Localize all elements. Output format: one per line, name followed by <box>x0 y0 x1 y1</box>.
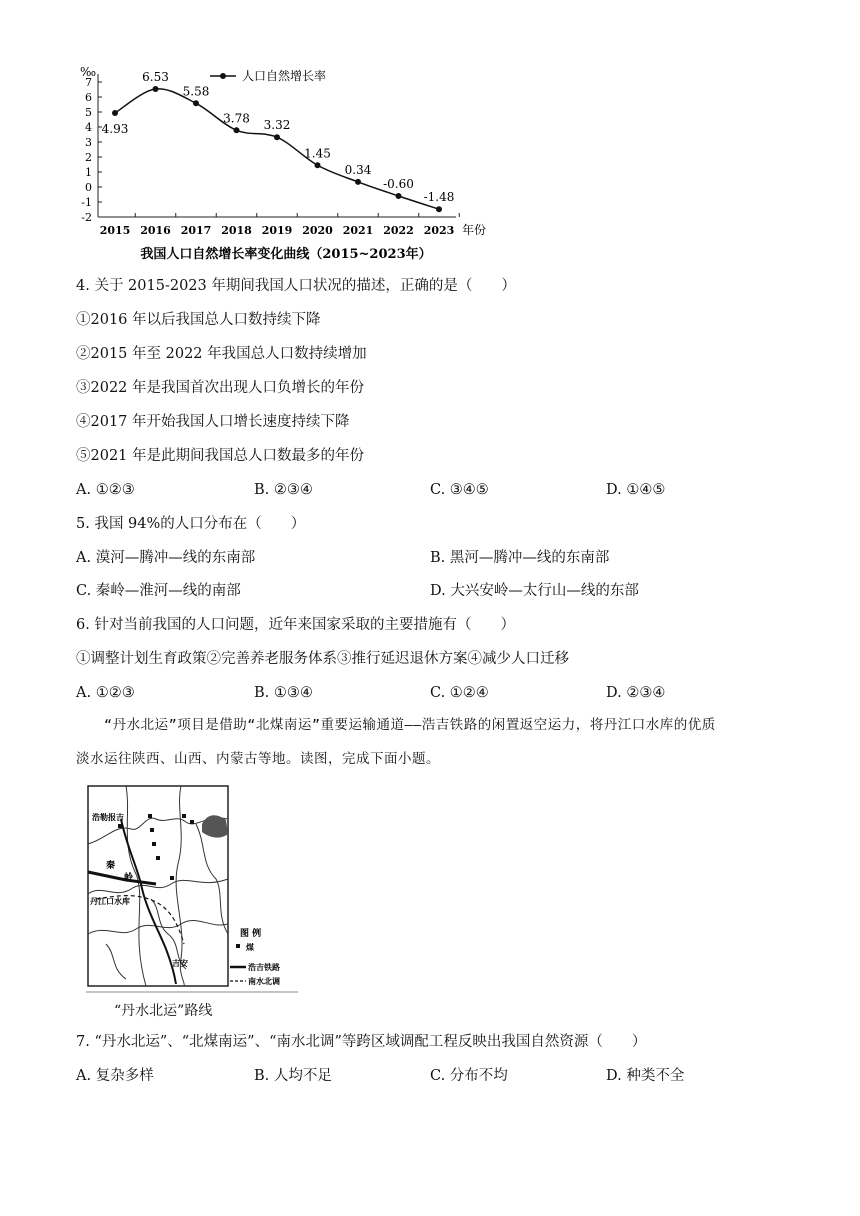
legend-label: 人口自然增长率 <box>242 69 327 83</box>
map-label-danjiangkou: 丹江口水库 <box>90 897 130 906</box>
y-tick-label: 2 <box>85 151 92 164</box>
passage-line-2: 淡水运往陕西、山西、内蒙古等地。读图，完成下面小题。 <box>76 751 440 767</box>
question-4-statement-5: ⑤2021 年是此期间我国总人口数最多的年份 <box>76 448 365 464</box>
map-label-haolebaoji: 浩勒报吉 <box>92 813 124 822</box>
x-tick-label: 2018 <box>221 224 252 237</box>
data-point <box>274 134 280 140</box>
data-point <box>436 206 442 212</box>
y-tick-label: 6 <box>85 91 92 104</box>
data-point <box>234 127 240 133</box>
legend-coal-icon <box>236 944 240 948</box>
question-4-stem: 4. 关于 2015-2023 年期间我国人口状况的描述，正确的是（ ） <box>76 278 516 294</box>
data-point <box>355 179 361 185</box>
question-7-option-d[interactable]: D. 种类不全 <box>606 1068 685 1084</box>
x-tick-label: 2023 <box>423 224 455 237</box>
chart-title: 我国人口自然增长率变化曲线（2015~2023年） <box>140 247 432 262</box>
data-label: 6.53 <box>142 70 169 85</box>
map-legend-railway: 浩吉铁路 <box>248 963 280 972</box>
question-4-statement-2: ②2015 年至 2022 年我国总人口数持续增加 <box>76 346 367 362</box>
question-4-statement-3: ③2022 年是我国首次出现人口负增长的年份 <box>76 380 365 396</box>
data-label: 1.45 <box>304 146 331 161</box>
map-label-qin: 秦 <box>106 861 116 871</box>
y-tick-label: 0 <box>85 181 92 194</box>
question-6-option-d[interactable]: D. ②③④ <box>606 685 666 701</box>
route-map <box>86 784 298 994</box>
question-5-stem: 5. 我国 94%的人口分布在（ ） <box>76 516 306 532</box>
question-7-stem: 7. “丹水北运”、“北煤南运”、“南水北调”等跨区域调配工程反映出我国自然资源（ ） <box>76 1034 647 1050</box>
question-4-option-d[interactable]: D. ①④⑤ <box>606 482 666 498</box>
y-tick-label: 4 <box>85 121 92 134</box>
question-6-option-a[interactable]: A. ①②③ <box>76 685 135 701</box>
x-tick-label: 2020 <box>302 224 333 237</box>
question-6-statements: ①调整计划生育政策②完善养老服务体系③推行延迟退休方案④减少人口迁移 <box>76 651 569 667</box>
map-svg <box>86 784 298 994</box>
y-tick-label: -2 <box>81 211 92 224</box>
x-tick-label: 2022 <box>383 224 414 237</box>
question-7-option-a[interactable]: A. 复杂多样 <box>76 1068 154 1084</box>
y-unit-label: ‰ <box>80 65 97 79</box>
question-4-statement-4: ④2017 年开始我国人口增长速度持续下降 <box>76 414 350 430</box>
question-5-option-b[interactable]: B. 黑河—腾冲—线的东南部 <box>430 550 610 566</box>
x-axis-label: 年份 <box>462 223 487 237</box>
data-label: 5.58 <box>182 84 210 99</box>
question-6-option-c[interactable]: C. ①②④ <box>430 685 489 701</box>
passage-line-1: “丹水北运”项目是借助“北煤南运”重要运输通道——浩吉铁路的闲置返空运力，将丹江口水库的优质 <box>104 717 716 733</box>
data-point <box>153 86 159 92</box>
data-label: 3.78 <box>223 111 250 126</box>
x-tick-label: 2015 <box>99 224 131 237</box>
y-tick-label: 3 <box>85 136 92 149</box>
question-5-option-a[interactable]: A. 漠河—腾冲—线的东南部 <box>76 550 256 566</box>
reading-passage <box>76 708 796 776</box>
x-tick-label: 2017 <box>180 224 212 237</box>
question-6-option-b[interactable]: B. ①③④ <box>254 685 313 701</box>
map-label-jian: 吉安 <box>172 959 188 968</box>
question-7-option-c[interactable]: C. 分布不均 <box>430 1068 508 1084</box>
population-growth-chart <box>76 62 496 272</box>
data-point <box>193 100 199 106</box>
data-point <box>396 193 402 199</box>
map-legend-title: 图 例 <box>240 929 262 939</box>
question-7-option-b[interactable]: B. 人均不足 <box>254 1068 332 1084</box>
map-legend-coal: 煤 <box>246 943 254 952</box>
data-label: -0.60 <box>383 177 414 191</box>
data-label: 0.34 <box>344 162 372 177</box>
data-point <box>112 110 118 116</box>
map-legend-water: 南水北调 <box>248 977 280 986</box>
question-6-stem: 6. 针对当前我国的人口问题，近年来国家采取的主要措施有（ ） <box>76 617 515 633</box>
y-tick-label: -1 <box>81 196 92 209</box>
question-4-option-c[interactable]: C. ③④⑤ <box>430 482 489 498</box>
x-tick-label: 2021 <box>342 224 374 237</box>
data-point <box>315 162 321 168</box>
y-tick-label: 7 <box>85 76 92 89</box>
question-5-option-d[interactable]: D. 大兴安岭—太行山—线的东部 <box>430 583 639 599</box>
chart-svg <box>76 62 496 272</box>
y-tick-label: 1 <box>85 166 92 179</box>
question-5-option-c[interactable]: C. 秦岭—淮河—线的南部 <box>76 583 241 599</box>
question-4-option-a[interactable]: A. ①②③ <box>76 482 135 498</box>
map-caption: “丹水北运”路线 <box>114 1003 213 1019</box>
data-label: 3.32 <box>263 118 291 133</box>
question-4-option-b[interactable]: B. ②③④ <box>254 482 313 498</box>
x-tick-label: 2016 <box>140 224 171 237</box>
data-label: -1.48 <box>423 190 455 205</box>
data-label: 4.93 <box>101 122 129 137</box>
x-tick-label: 2019 <box>261 224 293 237</box>
legend-marker <box>220 73 226 79</box>
y-tick-label: 5 <box>85 106 92 119</box>
question-4-statement-1: ①2016 年以后我国总人口数持续下降 <box>76 312 321 328</box>
series-line <box>115 89 439 209</box>
map-label-ling: 岭 <box>124 873 134 883</box>
